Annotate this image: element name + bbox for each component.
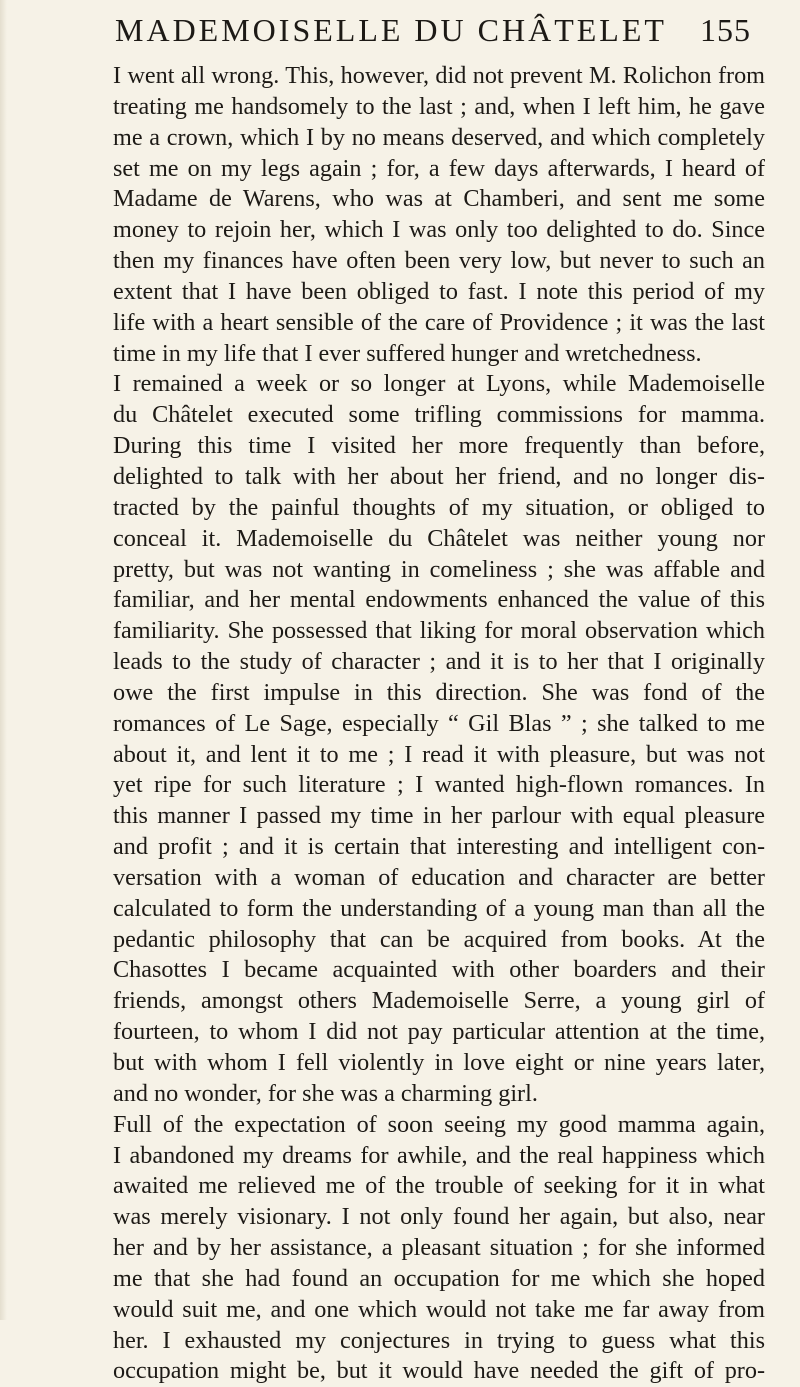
text-line: delighted to talk with her about her friend, and no longer dis- [113,462,765,490]
text-line: then my finances have often been very low, but never to such an [113,247,765,275]
text-line: and profit ; and it is certain that interesting and intelligent con- [113,833,765,861]
text-line: During this time I visited her more frequently than before, [113,432,765,460]
running-head: MADEMOISELLE DU CHÂTELET [115,12,667,48]
text-line: time in my life that I ever suffered hunger and wretchedness. [113,339,702,367]
text-line: and no wonder, for she was a charming girl. [113,1079,538,1107]
text-line: I abandoned my dreams for awhile, and the real happiness which [113,1141,765,1169]
body-text [113,61,765,1387]
text-line: Madame de Warens, who was at Chamberi, and sent me some [113,185,765,213]
text-line: me a crown, which I by no means deserved, and which completely [113,123,765,151]
text-line: familiarity. She possessed that liking for moral observation which [113,617,765,645]
text-line: Full of the expectation of soon seeing my good mamma again, [113,1110,765,1138]
text-line: tracted by the painful thoughts of my situation, or obliged to [113,493,765,521]
text-line: her. I exhausted my conjectures in trying to guess what this [113,1326,765,1354]
page-number: 155 [700,12,751,48]
text-line: leads to the study of character ; and it is to her that I originally [113,648,765,676]
text-line: yet ripe for such literature ; I wanted high-flown romances. In [113,771,765,799]
page-header [0,10,800,50]
text-line: I went all wrong. This, however, did not prevent M. Rolichon from [113,62,765,89]
text-line: me that she had found an occupation for me which she hoped [113,1264,765,1292]
text-line: I remained a week or so longer at Lyons, while Mademoiselle [113,370,765,398]
text-line: occupation might be, but it would have needed the gift of pro- [113,1357,765,1385]
text-line: about it, and lent it to me ; I read it with pleasure, but was not [113,740,765,768]
text-line: pedantic philosophy that can be acquired from books. At the [113,925,765,953]
text-line: awaited me relieved me of the trouble of seeking for it in what [113,1172,765,1200]
text-line: versation with a woman of education and character are better [113,863,765,891]
text-line: friends, amongst others Mademoiselle Serre, a young girl of [113,987,765,1015]
text-line: pretty, but was not wanting in comeliness ; she was affable and [113,555,765,583]
text-line: Chasottes I became acquainted with other boarders and their [113,956,765,984]
text-line: set me on my legs again ; for, a few days afterwards, I heard of [113,154,765,182]
text-line: treating me handsomely to the last ; and, when I left him, he gave [113,92,765,120]
text-line: but with whom I fell violently in love eight or nine years later, [113,1049,765,1076]
text-line: owe the first impulse in this direction. She was fond of the [113,678,765,706]
text-line: money to rejoin her, which I was only too delighted to do. Since [113,216,765,244]
page-edge [0,0,7,1320]
text-line: this manner I passed my time in her parlour with equal pleasure [113,802,765,830]
text-line: romances of Le Sage, especially “ Gil Blas ” ; she talked to me [113,709,765,737]
text-line: conceal it. Mademoiselle du Châtelet was neither young nor [113,524,765,552]
text-line: would suit me, and one which would not take me far away from [113,1295,765,1323]
text-line: calculated to form the understanding of a young man than all the [113,894,765,922]
text-line: her and by her assistance, a pleasant situation ; for she informed [113,1234,765,1262]
text-line: du Châtelet executed some trifling commissions for mamma. [113,401,765,429]
text-line: was merely visionary. I not only found her again, but also, near [113,1203,765,1231]
text-line: fourteen, to whom I did not pay particular attention at the time, [113,1018,765,1046]
text-line: life with a heart sensible of the care of Providence ; it was the last [113,308,765,336]
text-line: familiar, and her mental endowments enhanced the value of this [113,586,765,614]
text-line: extent that I have been obliged to fast. I note this period of my [113,277,765,305]
